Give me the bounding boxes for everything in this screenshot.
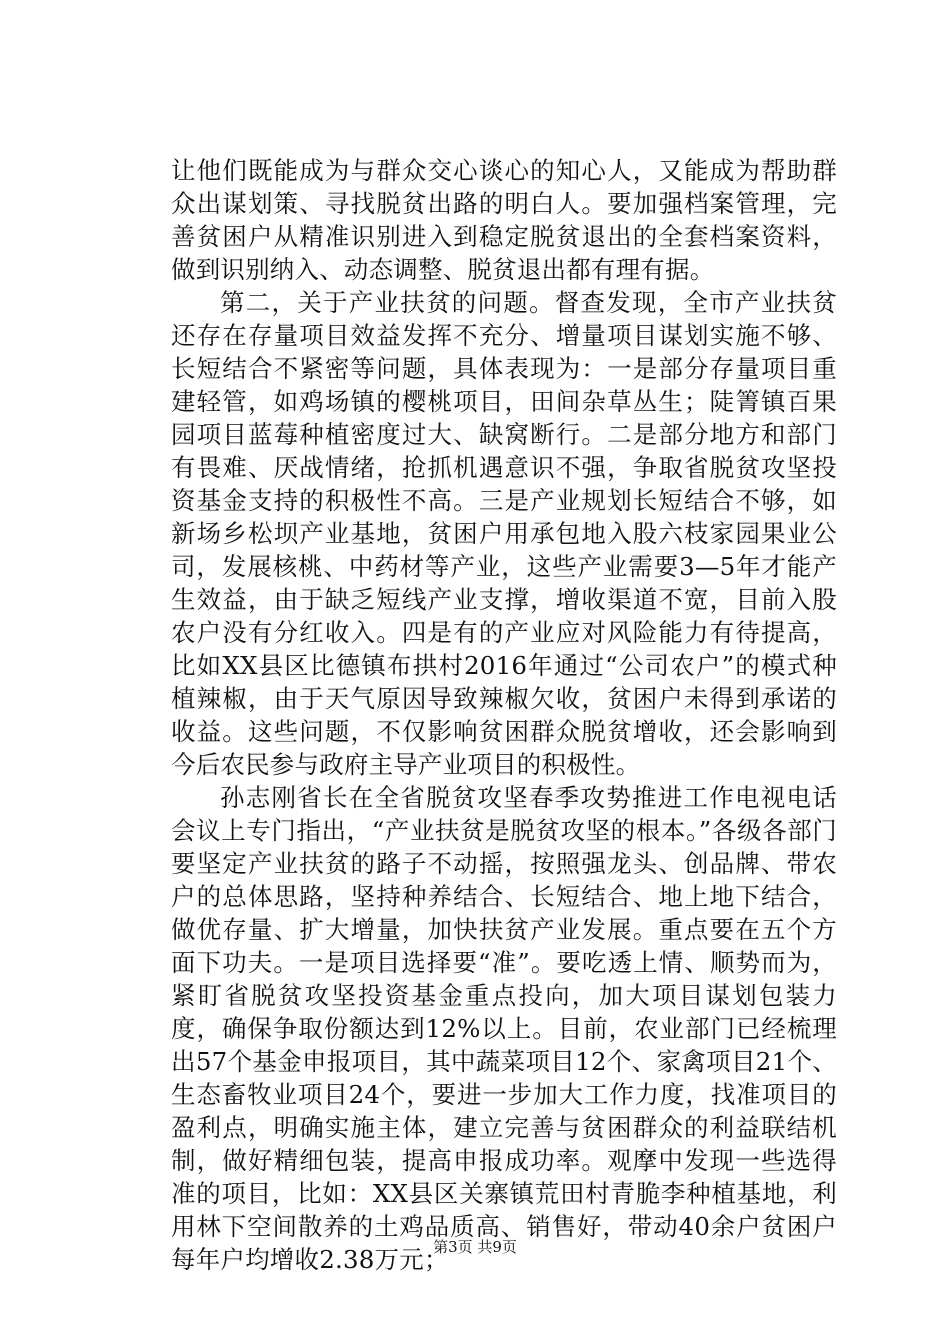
document-body [171, 154, 837, 1276]
paragraph-1: 让他们既能成为与群众交心谈心的知心人，又能成为帮助群众出谋划策、寻找脱贫出路的明白人。要加强档案管理，完善贫困户从精准识别进入到稳定脱贫退出的全套档案资料，做到识别纳入、动态调整、脱贫退出都有理有据。 [171, 156, 837, 284]
paragraph-3: 孙志刚省长在全省脱贫攻坚春季攻势推进工作电视电话会议上专门指出，“产业扶贫是脱贫攻坚的根本。”各级各部门要坚定产业扶贫的路子不动摇，按照强龙头、创品牌、带农户的总体思路，坚持种养结合、长短结合、地上地下结合，做优存量、扩大增量，加快扶贫产业发展。重点要在五个方面下功夫。一是项目选择要“准”。要吃透上情、顺势而为，紧盯省脱贫攻坚投资基金重点投向，加大项目谋划包装力度，确保争取份额达到12%以上。目前，农业部门已经梳理出57个基金申报项目，其中蔬菜项目12个、家禽项目21个、生态畜牧业项目24个，要进一步加大工作力度，找准项目的盈利点，明确实施主体，建立完善与贫困群众的利益联结机制，做好精细包装，提高申报成功率。观摩中发现一些选得准的项目，比如：XX县区关寨镇荒田村青脆李种植基地，利用林下空间散养的土鸡品质高、销售好，带动40余户贫困户每年户均增收2.38万元； [171, 783, 837, 1274]
page-footer: 第3页 共9页 [433, 1238, 517, 1256]
paragraph-2: 第二，关于产业扶贫的问题。督查发现，全市产业扶贫还存在存量项目效益发挥不充分、增量项目谋划实施不够、长短结合不紧密等问题，具体表现为：一是部分存量项目重建轻管，如鸡场镇的樱桃项目，田间杂草丛生；陡箐镇百果园项目蓝莓种植密度过大、缺窝断行。二是部分地方和部门有畏难、厌战情绪，抢抓机遇意识不强，争取省脱贫攻坚投资基金支持的积极性不高。三是产业规划长短结合不够，如新场乡松坝产业基地，贫困户用承包地入股六枝家园果业公司，发展核桃、中药材等产业，这些产业需要3—5年才能产生效益，由于缺乏短线产业支撑，增收渠道不宽，目前入股农户没有分红收入。四是有的产业应对风险能力有待提高，比如XX县区比德镇布拱村2016年通过“公司农户”的模式种植辣椒，由于天气原因导致辣椒欠收，贫困户未得到承诺的收益。这些问题，不仅影响贫困群众脱贫增收，还会影响到今后农民参与政府主导产业项目的积极性。 [171, 288, 837, 779]
